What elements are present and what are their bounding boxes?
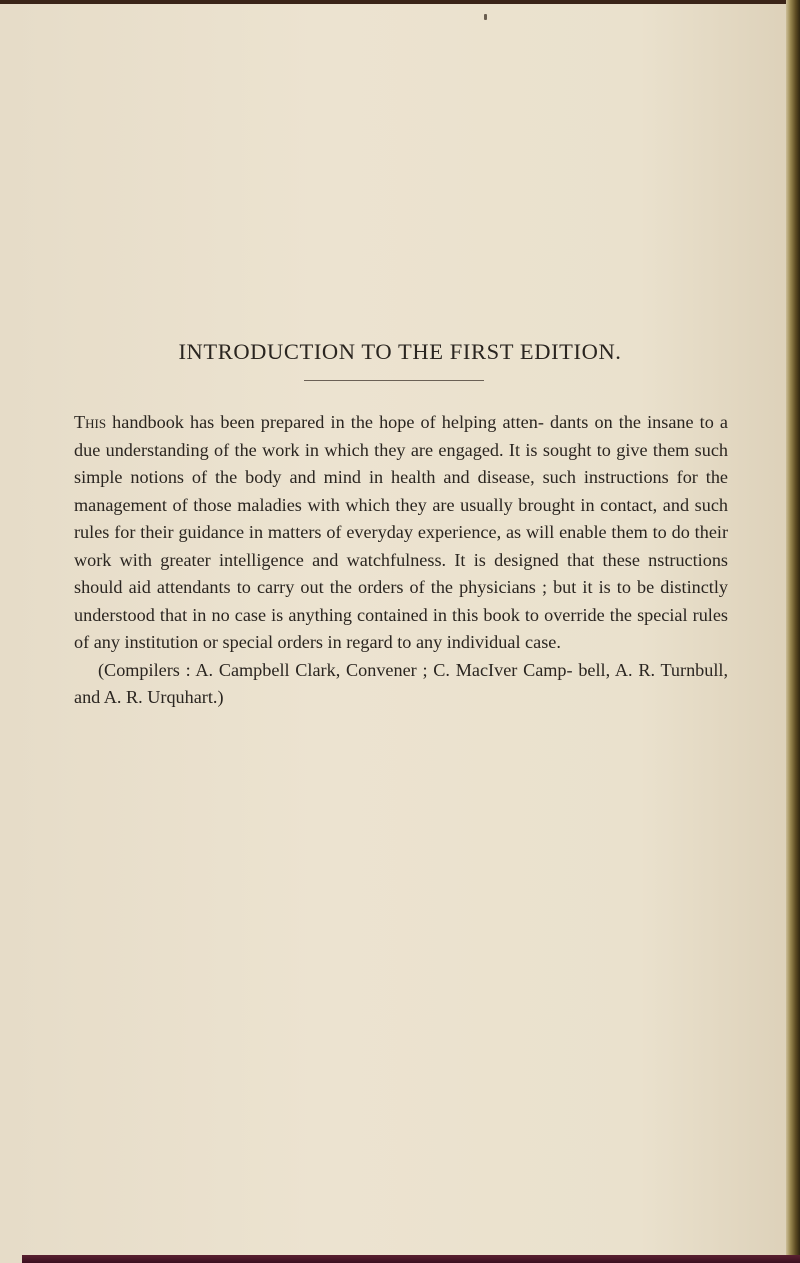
binding-edge — [786, 0, 800, 1263]
compilers-note: (Compilers : A. Campbell Clark, Convener ; C. MacIver Camp- bell, A. R. Turnbull, and A. R. Urquhart.) — [74, 659, 728, 707]
introduction-paragraph — [74, 409, 728, 657]
page-title: INTRODUCTION TO THE FIRST EDITION. — [178, 339, 622, 364]
bottom-page-edge — [22, 1255, 800, 1263]
paragraph-lead-word: This — [74, 412, 107, 432]
paragraph-text: handbook has been prepared in the hope of helping atten- dants on the insane to a due understanding of the work in which they are engaged. It is sought to give them such simple notions of the body and mind in health and disease, such instructions for the management of those maladies with which they are usually brought in contact, and such rules for their guidance in matters of everyday experience, as will enable them to do their work with greater intelligence and watchfulness. It is designed that these nstructions should aid attendants to carry out the orders of the physicians ; but it is to be distinctly understood that in no case is anything contained in this book to override the special rules of any institution or special orders in regard to any individual case. — [74, 412, 728, 652]
ink-speck — [484, 14, 487, 20]
introduction-body — [74, 409, 728, 712]
title-divider — [304, 380, 484, 381]
top-page-edge — [0, 0, 800, 4]
